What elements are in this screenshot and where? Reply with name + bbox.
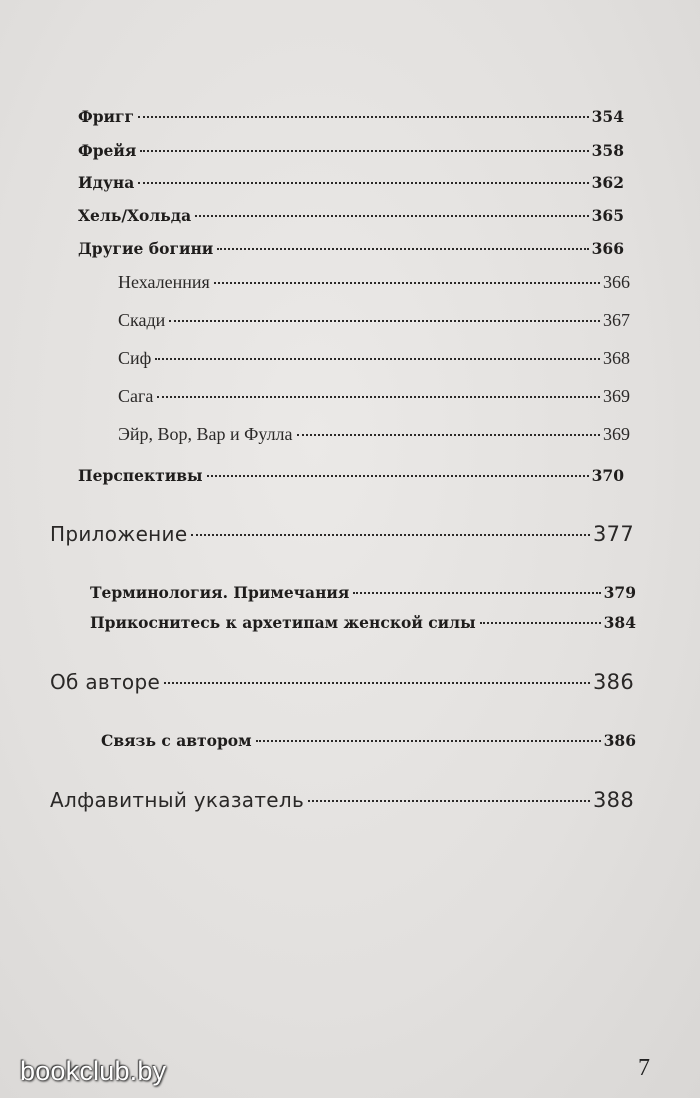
dot-leader <box>217 248 588 250</box>
toc-subentry-saga[interactable] <box>118 386 630 407</box>
toc-section-title: Алфавитный указатель <box>50 788 305 812</box>
toc-entry-page: 379 <box>603 583 636 602</box>
toc-entry-other-goddesses[interactable] <box>78 239 624 258</box>
toc-entry-page: 362 <box>591 173 624 192</box>
dot-leader <box>207 475 589 477</box>
toc-entry-title: Сага <box>118 386 154 406</box>
toc-entry-page: 367 <box>603 310 630 330</box>
toc-entry-page: 354 <box>591 107 624 126</box>
toc-entry-archetypes[interactable] <box>90 613 636 632</box>
toc-section-title: Об авторе <box>50 670 161 694</box>
dot-leader <box>297 434 600 436</box>
dot-leader <box>138 116 589 118</box>
toc-entry-page: 366 <box>603 272 630 292</box>
dot-leader <box>138 182 588 184</box>
toc-entry-page: 366 <box>591 239 624 258</box>
toc-entry-page: 369 <box>603 424 630 444</box>
toc-section-page: 388 <box>593 788 634 812</box>
dot-leader <box>195 215 588 217</box>
toc-subentry-sif[interactable] <box>118 348 630 369</box>
toc-entry-title: Фригг <box>78 107 135 126</box>
toc-entry-terminology[interactable] <box>90 583 636 602</box>
dot-leader <box>155 358 600 360</box>
dot-leader <box>214 282 600 284</box>
dot-leader <box>191 534 590 536</box>
toc-section-index[interactable] <box>50 788 634 812</box>
toc-section-appendix[interactable] <box>50 522 634 546</box>
toc-entry-title: Фрейя <box>78 141 137 160</box>
site-watermark: bookclub.by <box>20 1056 167 1086</box>
toc-entry-title: Прикоснитесь к архетипам женской силы <box>90 613 476 632</box>
toc-entry-page: 368 <box>603 348 630 368</box>
toc-entry-page: 369 <box>603 386 630 406</box>
toc-entry-page: 384 <box>603 613 636 632</box>
toc-entry-title: Терминология. Примечания <box>90 583 350 602</box>
toc-entry-title: Скади <box>118 310 166 330</box>
page-number: 7 <box>638 1055 650 1081</box>
toc-entry-iduna[interactable] <box>78 173 624 192</box>
toc-entry-page: 365 <box>591 206 624 225</box>
toc-subentry-nehalennia[interactable] <box>118 272 630 293</box>
toc-section-page: 386 <box>593 670 634 694</box>
toc-entry-title: Другие богини <box>78 239 214 258</box>
toc-entry-title: Эйр, Вор, Вар и Фулла <box>118 424 293 444</box>
toc-section-title: Приложение <box>50 522 188 546</box>
toc-entry-contact-author[interactable] <box>101 731 636 750</box>
dot-leader <box>308 800 590 802</box>
dot-leader <box>256 740 601 742</box>
toc-entry-frigg[interactable] <box>78 107 624 126</box>
toc-section-about-author[interactable] <box>50 670 634 694</box>
dot-leader <box>480 622 601 624</box>
toc-entry-perspectives[interactable] <box>78 466 624 485</box>
toc-subentry-eir-vor-var-fulla[interactable] <box>118 424 630 445</box>
toc-section-page: 377 <box>593 522 634 546</box>
toc-entry-title: Связь с автором <box>101 731 252 750</box>
dot-leader <box>157 396 600 398</box>
toc-entry-title: Перспективы <box>78 466 203 485</box>
toc-entry-hel[interactable] <box>78 206 624 225</box>
dot-leader <box>169 320 600 322</box>
toc-entry-title: Идуна <box>78 173 135 192</box>
toc-entry-page: 370 <box>591 466 624 485</box>
toc-entry-title: Хель/Хольда <box>78 206 192 225</box>
toc-entry-title: Нехаленния <box>118 272 210 292</box>
toc-subentry-skadi[interactable] <box>118 310 630 331</box>
toc-entry-page: 386 <box>603 731 636 750</box>
toc-entry-freya[interactable] <box>78 141 624 160</box>
dot-leader <box>353 592 600 594</box>
toc-entry-title: Сиф <box>118 348 152 368</box>
toc-entry-page: 358 <box>591 141 624 160</box>
dot-leader <box>140 150 588 152</box>
dot-leader <box>164 682 590 684</box>
